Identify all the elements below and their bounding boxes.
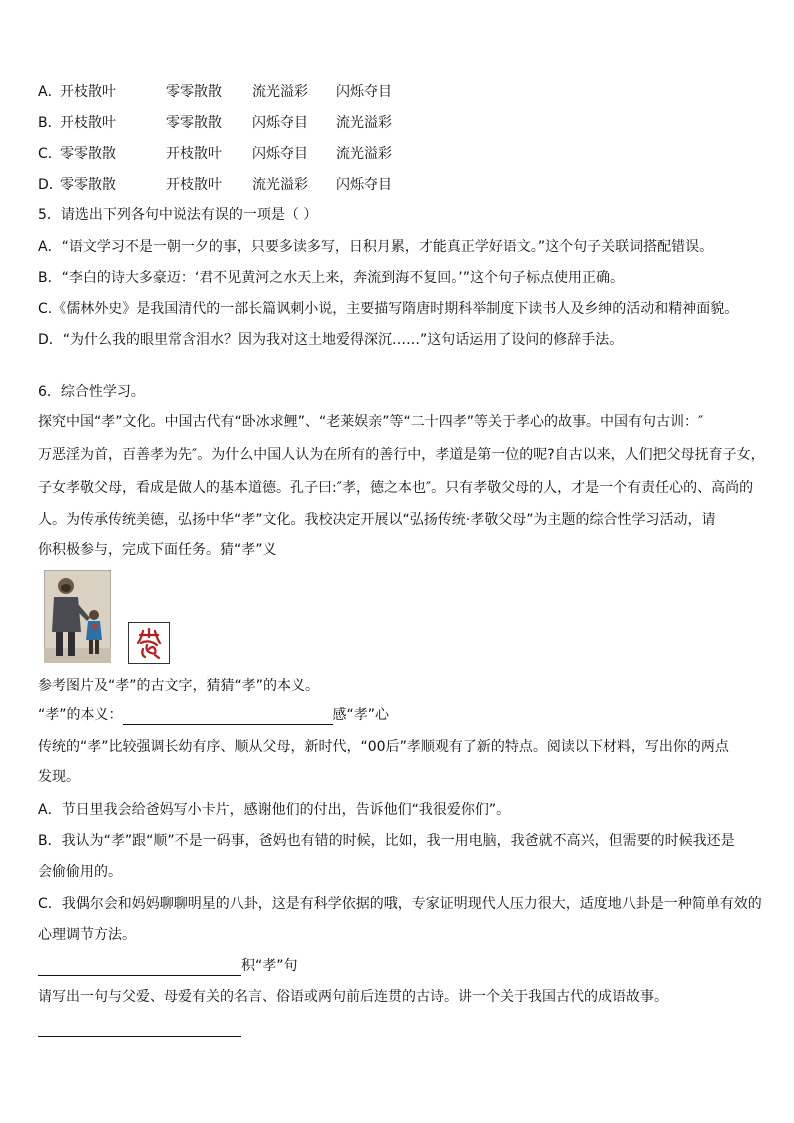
q4-option-row xyxy=(38,82,760,102)
material-b-line-2: 会偷偷用的。 xyxy=(38,864,122,880)
q5-option-a: A．“语文学习不是一朝一夕的事，只要多读多写，日积月累，才能真正学好语文。”这个句子关联词搭配错误。 xyxy=(38,239,714,255)
material-c-line-1: C．我偶尔会和妈妈聊聊明星的八卦，这是有科学依据的哦，专家证明现代人压力很大，适度地八卦是一种简单有效的 xyxy=(38,896,762,912)
q4-option-label: D． xyxy=(38,177,63,193)
svg-text:孝: 孝 xyxy=(129,623,130,624)
material-a: A．节日里我会给爸妈写小卡片，感谢他们的付出，告诉他们“我很爱你们”。 xyxy=(38,802,511,818)
final-prompt: 请写出一句与父爱、母爱有关的名言、俗语或两句前后连贯的古诗。讲一个关于我国古代的成语故事。 xyxy=(38,989,668,1005)
q4-option-word: 开枝散叶 xyxy=(60,84,116,100)
q4-option-word: 流光溢彩 xyxy=(252,177,308,193)
guess-prompt: 参考图片及“孝”的古文字，猜猜“孝”的本义。 xyxy=(38,678,320,694)
q4-option-row xyxy=(38,175,760,195)
q4-option-word: 开枝散叶 xyxy=(166,146,222,162)
q4-option-word: 零零散散 xyxy=(60,177,116,193)
q6-intro-line-1: 探究中国“孝”文化。中国古代有“卧冰求鲤”、“老莱娱亲”等“二十四孝”等关于孝心的故事。中国有句古训：″ xyxy=(38,414,704,430)
q4-option-word: 闪烁夺目 xyxy=(336,84,392,100)
q5-option-d: D．“为什么我的眼里常含泪水？因为我对这土地爱得深沉……”这句话运用了设问的修辞手法。 xyxy=(38,332,624,348)
q5-option-c: C.《儒林外史》是我国清代的一部长篇讽刺小说，主要描写隋唐时期科举制度下读书人及乡绅的活动和精神面貌。 xyxy=(38,301,739,317)
seal-script-xiao xyxy=(128,622,170,664)
accum-line xyxy=(38,956,298,976)
elder-child-illustration xyxy=(44,570,111,663)
q4-option-word: 闪烁夺目 xyxy=(252,146,308,162)
q4-option-word: 闪烁夺目 xyxy=(252,115,308,131)
seal-character-icon xyxy=(129,623,169,663)
q6-title: 6．综合性学习。 xyxy=(38,384,145,400)
q4-option-label: B． xyxy=(38,115,62,131)
q6-intro-line-3: 子女孝敬父母，看成是做人的基本道德。孔子曰:″孝，德之本也″。只有孝敬父母的人，才是一个有责任心的、高尚的 xyxy=(38,480,754,496)
q4-option-word: 闪烁夺目 xyxy=(336,177,392,193)
material-b-line-1: B．我认为“孝”跟“顺”不是一码事，爸妈也有错的时候，比如，我一用电脑，我爸就不高兴，但需要的时候我还是 xyxy=(38,833,735,849)
q4-option-row xyxy=(38,144,760,164)
q4-option-word: 流光溢彩 xyxy=(336,115,392,131)
accum-blank[interactable] xyxy=(38,959,241,976)
trad-line-2: 发现。 xyxy=(38,769,80,785)
final-answer-line xyxy=(38,1017,241,1037)
q4-option-word: 流光溢彩 xyxy=(336,146,392,162)
q4-option-word: 零零散散 xyxy=(166,84,222,100)
q4-option-word: 零零散散 xyxy=(60,146,116,162)
q6-intro-line-4: 人。为传承传统美德，弘扬中华“孝”文化。我校决定开展以“弘扬传统·孝敬父母”为主题的综合性学习活动，请 xyxy=(38,512,716,528)
trad-line-1: 传统的“孝”比较强调长幼有序、顺从父母，新时代，“00后”孝顺观有了新的特点。阅读以下材料，写出你的两点 xyxy=(38,739,729,755)
material-c-line-2: 心理调节方法。 xyxy=(38,927,136,943)
q4-option-word: 开枝散叶 xyxy=(60,115,116,131)
q4-option-label: A． xyxy=(38,84,62,100)
q6-intro-line-5: 你积极参与，完成下面任务。猜“孝”义 xyxy=(38,542,277,558)
q4-option-word: 零零散散 xyxy=(166,115,222,131)
q4-option-label: C． xyxy=(38,146,62,162)
q6-intro-line-2: 万恶淫为首，百善孝为先″。为什么中国人认为在所有的善行中，孝道是第一位的呢?自古以来，人们把父母抚育子女， xyxy=(38,447,765,463)
final-answer-blank[interactable] xyxy=(38,1020,241,1037)
q4-option-word: 开枝散叶 xyxy=(166,177,222,193)
q4-option-word: 流光溢彩 xyxy=(252,84,308,100)
q5-stem: 5．请选出下列各句中说法有误的一项是（ ） xyxy=(38,207,318,223)
q5-option-b: B．“李白的诗大多豪迈：‘君不见黄河之水天上来，奔流到海不复回。’”这个句子标点使用正确。 xyxy=(38,270,625,286)
answer-suffix: 感“孝”心 xyxy=(332,707,390,723)
accum-suffix: 积“孝”句 xyxy=(241,958,298,974)
answer-blank[interactable] xyxy=(123,708,333,725)
q4-option-row xyxy=(38,113,760,133)
answer-prefix: “孝”的本义： xyxy=(38,707,123,723)
answer-line xyxy=(38,705,389,725)
